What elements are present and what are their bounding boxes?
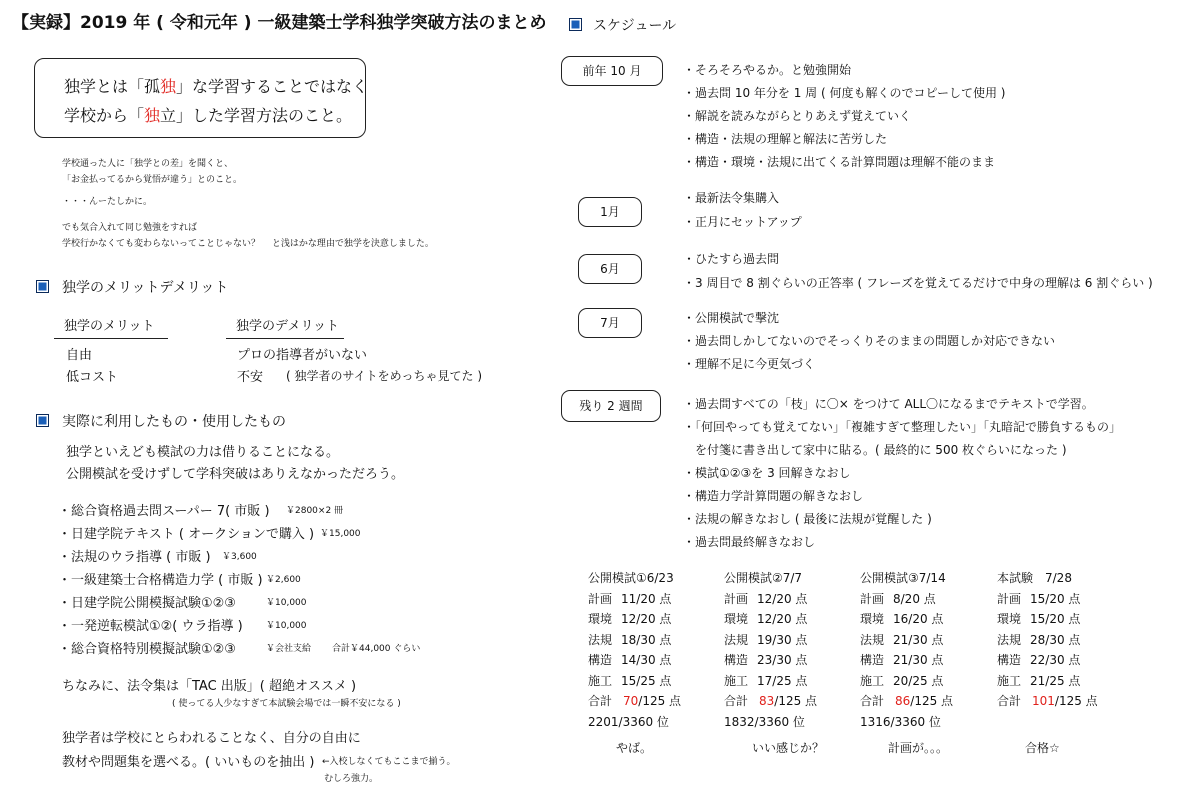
score-subject: 環境 <box>997 612 1022 626</box>
schedule-item: ・公開模試で撃沈 <box>683 311 780 325</box>
used-heading-square-icon <box>36 414 49 427</box>
period-label: 残り 2 週間 <box>561 390 661 422</box>
item-price: ￥2,600 <box>266 575 301 585</box>
score-total-suffix: /125 点 <box>1054 694 1098 708</box>
score-value: 22/30 点 <box>1030 653 1081 667</box>
schedule-heading-square-icon <box>569 18 582 31</box>
score-subject: 構造 <box>997 653 1022 667</box>
score-subject: 計画 <box>997 591 1022 606</box>
item-price: ￥会社支給 <box>266 644 312 654</box>
schedule-item: ・最新法令集購入 <box>683 191 780 205</box>
score-total-suffix: /125 点 <box>638 694 682 708</box>
score-title: 本試験 7/28 <box>997 571 1072 585</box>
tac-note: ( 使ってる人少なすぎて本試験会場では一瞬不安になる ) <box>172 699 401 709</box>
score-value: 12/20 点 <box>757 591 808 606</box>
intro-line-2: 「お金払ってるから覚悟が違う」とのこと。 <box>62 175 243 185</box>
used-heading: 実際に利用したもの・使用したもの <box>62 414 286 430</box>
demerit-note: ( 独学者のサイトをめっちゃ見てた ) <box>286 369 483 383</box>
score-value: 12/20 点 <box>757 612 808 626</box>
schedule-item: ・構造力学計算問題の解きなおし <box>683 489 864 503</box>
score-subject: 構造 <box>724 653 749 667</box>
schedule-item: ・ひたすら過去問 <box>683 252 780 266</box>
score-total-value: 70 <box>623 694 639 708</box>
demerit-item: プロの指導者がいない <box>237 348 368 363</box>
schedule-item: ・そろそろやるか。と勉強開始 <box>683 63 852 77</box>
schedule-item: ・過去問すべての「枝」に〇× をつけて ALL〇になるまでテキストで学習。 <box>683 397 1094 411</box>
quote-line-2: 学校から「独立」した学習方法のこと。 <box>64 106 353 125</box>
score-total-suffix: /125 点 <box>910 694 954 708</box>
intro-line-3: ・・・んーたしかに。 <box>62 197 153 207</box>
ending-line-2: 教材や問題集を選べる。( いいものを抽出 ) <box>62 755 315 770</box>
score-title: 公開模試①6/23 <box>588 571 674 585</box>
score-value: 21/30 点 <box>893 632 944 647</box>
ending-line-1: 独学者は学校にとらわれることなく、自分の自由に <box>62 731 361 746</box>
intro-line-1: 学校通った人に「独学との差」を聞くと、 <box>62 159 234 169</box>
score-subject: 施工 <box>997 673 1022 688</box>
score-subject: 法規 <box>997 632 1022 647</box>
merit-header: 独学のメリット <box>54 315 168 339</box>
score-rank: 1316/3360 位 <box>860 714 941 729</box>
score-title: 公開模試②7/7 <box>724 571 803 585</box>
score-comment: 合格☆ <box>1025 741 1060 755</box>
score-value: 18/30 点 <box>621 632 672 647</box>
intro-line-5: 学校行かなくても変わらないってことじゃない？ と浅はかな理由で独学を決意しました。 <box>62 239 434 249</box>
score-subject: 法規 <box>724 632 749 647</box>
score-total-suffix: /125 点 <box>774 694 818 708</box>
used-paragraph-1: 独学といえども模試の力は借りることになる。 <box>66 445 340 460</box>
score-title: 公開模試③7/14 <box>860 571 946 585</box>
item-price: ￥3,600 <box>222 552 257 562</box>
schedule-heading: スケジュール <box>593 18 677 34</box>
score-subject: 環境 <box>588 612 613 626</box>
score-subject: 施工 <box>588 673 613 688</box>
score-value: 20/25 点 <box>893 673 944 688</box>
used-paragraph-2: 公開模試を受けずして学科突破はありえなかっただろう。 <box>66 467 405 482</box>
item-name: ・日建学院公開模擬試験①②③ <box>58 596 236 611</box>
score-subject: 構造 <box>860 653 885 667</box>
page-title: 【実録】2019 年 ( 令和元年 ) 一級建築士学科独学突破方法のまとめ <box>12 13 547 33</box>
score-comment: 計画が。。。 <box>888 741 949 755</box>
period-label: 前年 10 月 <box>561 56 663 86</box>
tac-line: ちなみに、法令集は「TAC 出版」( 超絶オススメ ) <box>62 679 357 694</box>
score-total-value: 86 <box>895 694 911 708</box>
schedule-item: ・模試①②③を 3 回解きなおし <box>683 466 851 480</box>
score-value: 8/20 点 <box>893 591 936 606</box>
schedule-item: ・法規の解きなおし ( 最後に法規が覚醒した ) <box>683 512 932 526</box>
schedule-item: ・理解不足に今更気づく <box>683 357 816 371</box>
item-name: ・総合資格特別模擬試験①②③ <box>58 642 236 657</box>
score-total-label: 合計 <box>997 694 1022 708</box>
schedule-item: を付箋に書き出して家中に貼る。( 最終的に 500 枚ぐらいになった ) <box>683 443 1067 457</box>
score-total-label: 合計 <box>724 694 749 708</box>
ending-note: ←入校しなくてもここまで揃う。 <box>322 757 456 767</box>
score-value: 11/20 点 <box>621 591 672 606</box>
score-subject: 環境 <box>724 612 749 626</box>
score-subject: 法規 <box>588 632 613 647</box>
item-name: ・一級建築士合格構造力学 ( 市販 ) <box>58 573 263 588</box>
score-total-value: 83 <box>759 694 775 708</box>
score-comment: やば。 <box>616 741 653 755</box>
schedule-item: ・構造・環境・法規に出てくる計算問題は理解不能のまま <box>683 155 996 169</box>
quote-line-1: 独学とは「孤独」な学習することではなく <box>64 77 369 96</box>
score-value: 12/20 点 <box>621 612 672 626</box>
score-total <box>1032 692 1098 709</box>
score-subject: 法規 <box>860 632 885 647</box>
score-subject: 計画 <box>724 591 749 606</box>
score-subject: 施工 <box>860 673 885 688</box>
score-value: 23/30 点 <box>757 653 808 667</box>
merit-item: 低コスト <box>66 370 119 385</box>
items-total: 合計￥44,000 ぐらい <box>332 644 421 654</box>
merit-item: 自由 <box>66 348 93 363</box>
score-value: 21/30 点 <box>893 653 944 667</box>
item-price: ￥15,000 <box>320 529 361 539</box>
score-subject: 施工 <box>724 673 749 688</box>
score-value: 16/20 点 <box>893 612 944 626</box>
schedule-item: ・正月にセットアップ <box>683 215 802 229</box>
schedule-item: ・過去問 10 年分を 1 周 ( 何度も解くのでコピーして使用 ) <box>683 86 1006 100</box>
period-label: 7月 <box>578 308 642 338</box>
score-total <box>623 692 681 709</box>
score-rank: 2201/3360 位 <box>588 714 669 729</box>
quote-box <box>34 58 369 138</box>
item-name: ・一発逆転模試①②( ウラ指導 ) <box>58 619 243 634</box>
score-subject: 計画 <box>860 591 885 606</box>
schedule-item: ・過去問最終解きなおし <box>683 535 816 549</box>
demerit-header: 独学のデメリット <box>226 315 344 339</box>
score-value: 21/25 点 <box>1030 673 1081 688</box>
score-value: 15/20 点 <box>1030 612 1081 626</box>
item-name: ・総合資格過去問スーパー 7( 市販 ) <box>58 504 270 519</box>
score-subject: 環境 <box>860 612 885 626</box>
item-name: ・日建学院テキスト ( オークションで購入 ) <box>58 527 315 542</box>
score-rank: 1832/3360 位 <box>724 714 805 729</box>
period-label: 1月 <box>578 197 642 227</box>
score-subject: 計画 <box>588 591 613 606</box>
item-price: ￥2800×2 冊 <box>286 506 344 516</box>
score-comment: いい感じか？ <box>752 741 825 755</box>
score-total-value: 101 <box>1032 694 1055 708</box>
item-price: ￥10,000 <box>266 598 307 608</box>
score-value: 15/20 点 <box>1030 591 1081 606</box>
schedule-item: ・解説を読みながらとりあえず覚えていく <box>683 109 912 123</box>
score-value: 15/25 点 <box>621 673 672 688</box>
score-total <box>895 692 953 709</box>
schedule-item: ・「何回やっても覚えてない」「複雑すぎて整理したい」「丸暗記で勝負するもの」 <box>683 420 1122 434</box>
score-value: 17/25 点 <box>757 673 808 688</box>
schedule-item: ・構造・法規の理解と解法に苦労した <box>683 132 888 146</box>
schedule-item: ・3 周目で 8 割ぐらいの正答率 ( フレーズを覚えてるだけで中身の理解は 6 割ぐらい ) <box>683 276 1153 290</box>
score-value: 14/30 点 <box>621 653 672 667</box>
period-label: 6月 <box>578 254 642 284</box>
schedule-item: ・過去問しかしてないのでそっくりそのままの問題しか対応できない <box>683 334 1056 348</box>
score-value: 28/30 点 <box>1030 632 1081 647</box>
score-subject: 構造 <box>588 653 613 667</box>
demerit-item: 不安 <box>237 370 264 385</box>
score-total-label: 合計 <box>588 694 613 708</box>
item-name: ・法規のウラ指導 ( 市販 ) <box>58 550 211 565</box>
score-total-label: 合計 <box>860 694 885 708</box>
score-total <box>759 692 817 709</box>
merit-heading: 独学のメリットデメリット <box>62 280 229 296</box>
ending-line-3: むしろ強力。 <box>324 774 379 784</box>
score-value: 19/30 点 <box>757 632 808 647</box>
merit-heading-square-icon <box>36 280 49 293</box>
intro-line-4: でも気合入れて同じ勉強をすれば <box>62 223 198 233</box>
item-price: ￥10,000 <box>266 621 307 631</box>
